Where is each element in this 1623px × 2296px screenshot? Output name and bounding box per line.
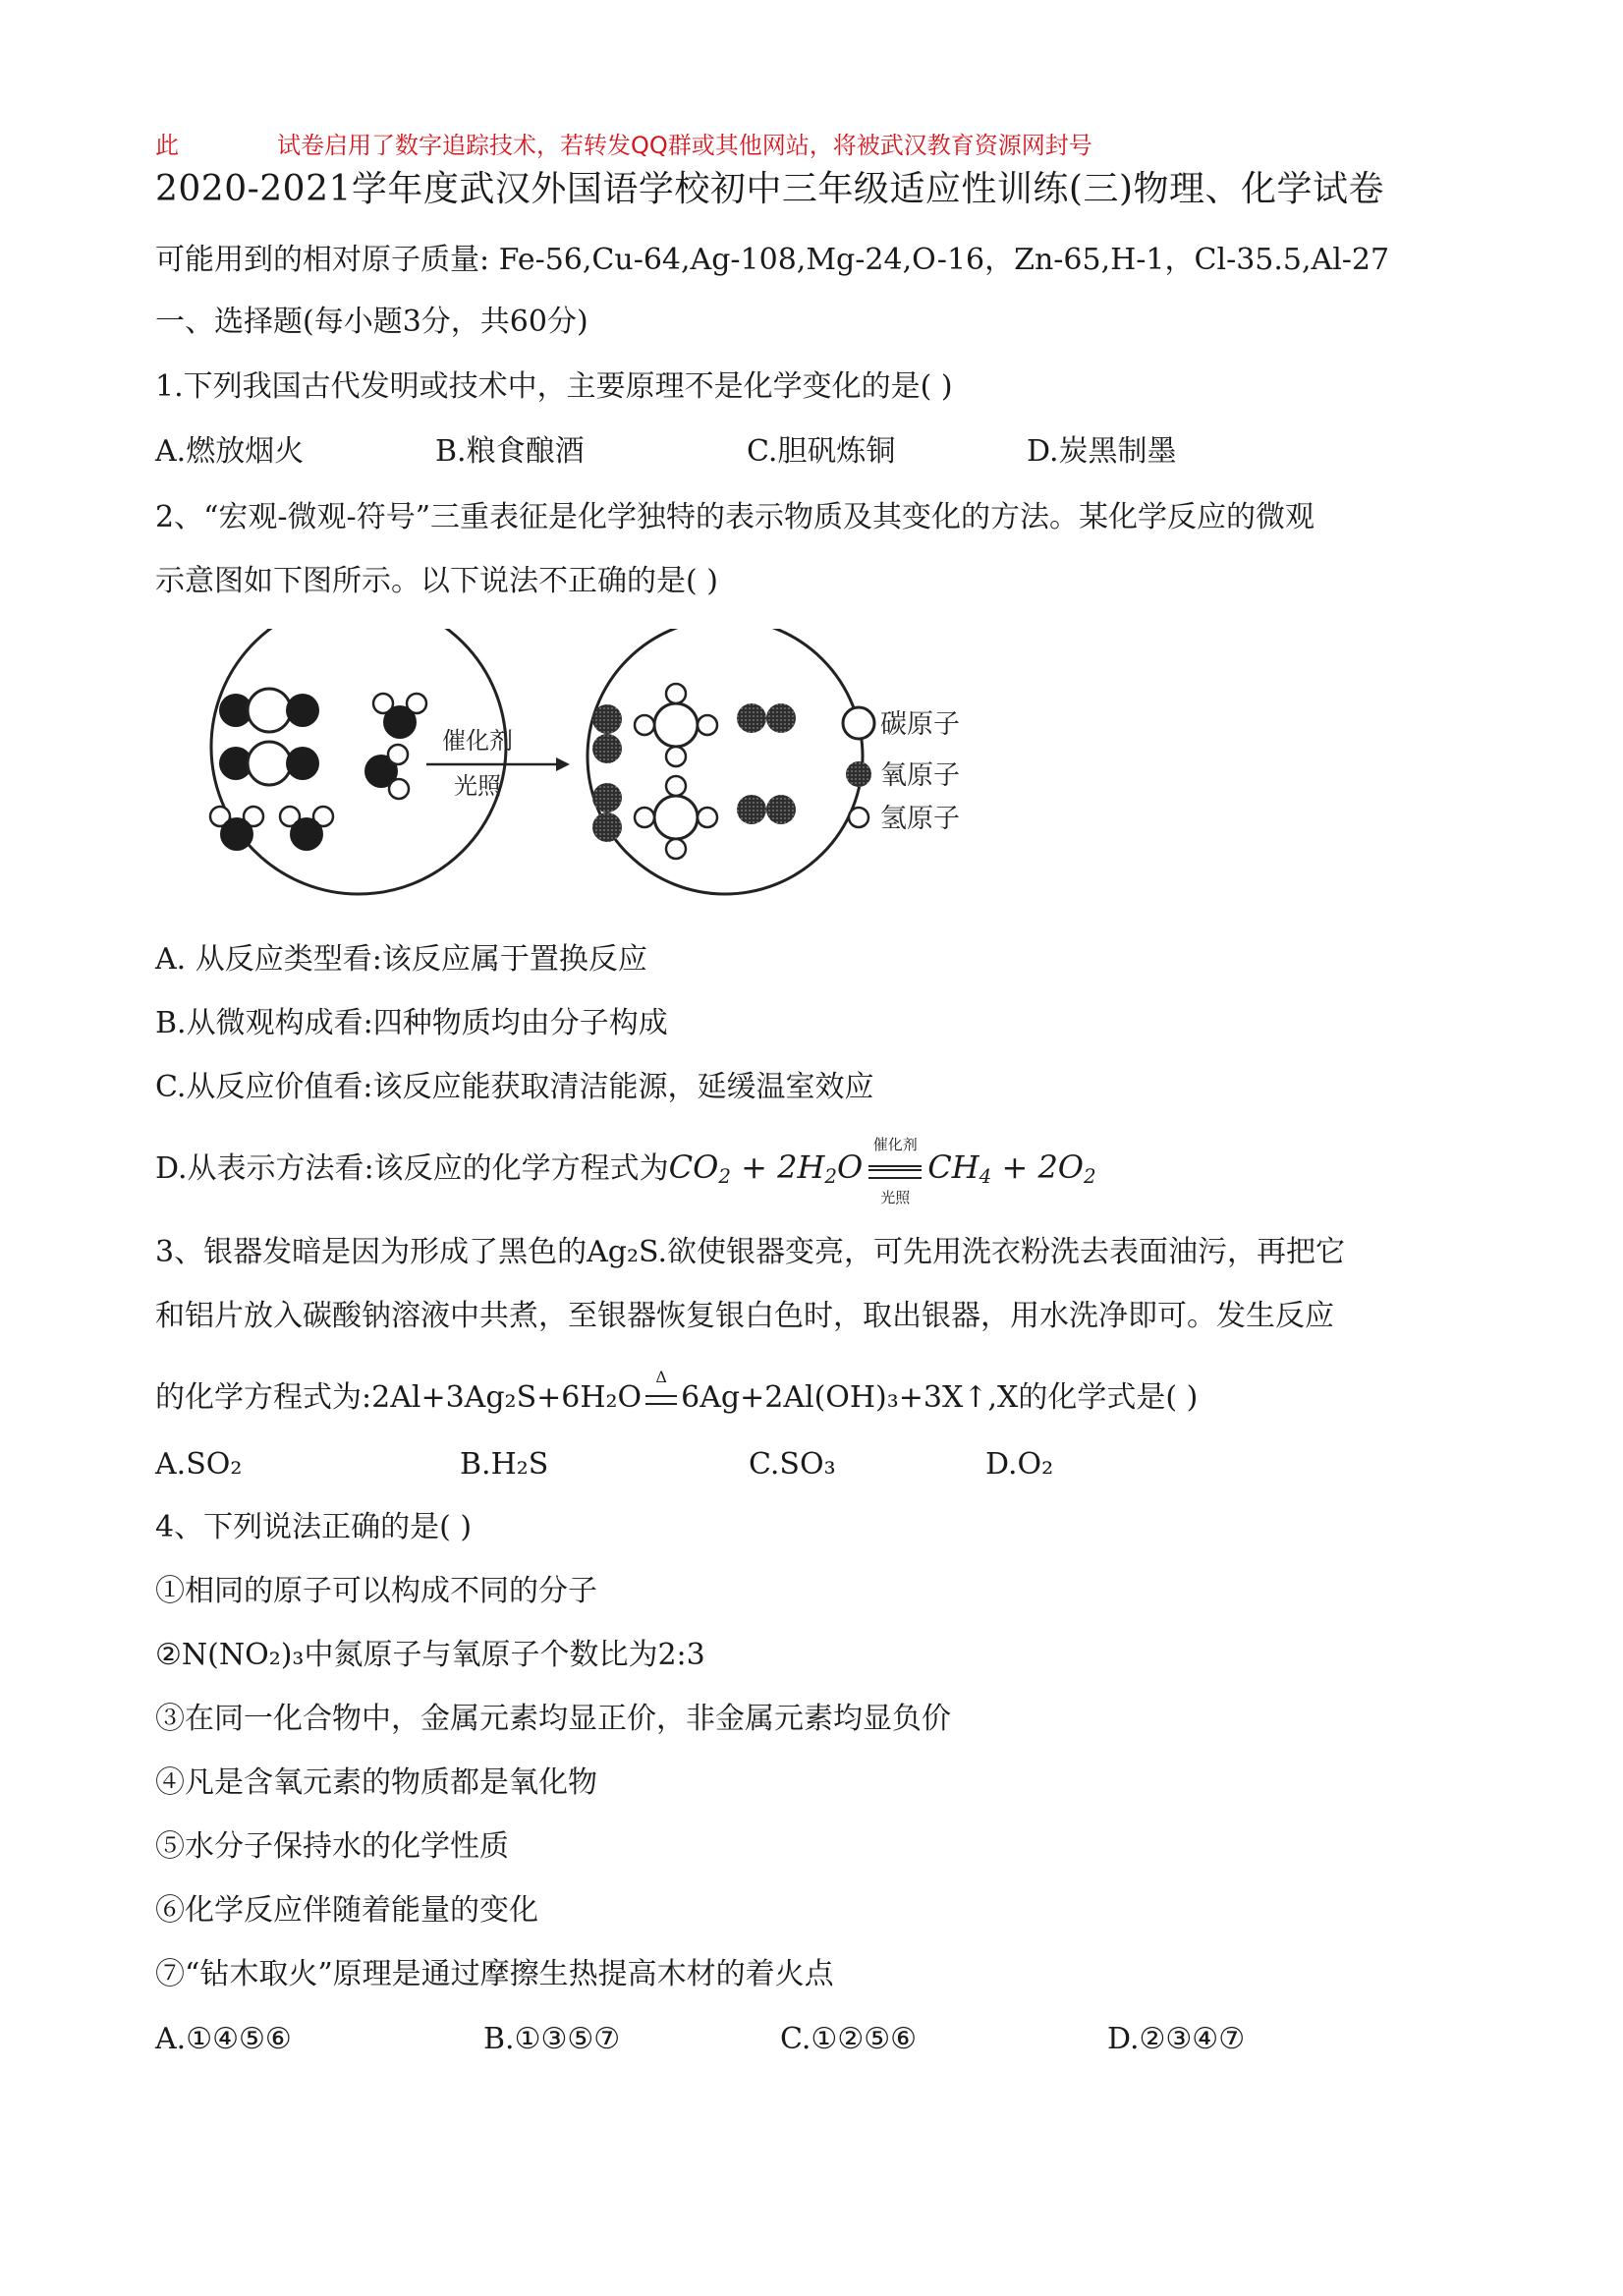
q4-option-b: B.①③⑤⑦ [483,2022,621,2056]
q3-option-a: A.SO₂ [155,1447,243,1482]
reaction-condition [865,1136,925,1206]
oxygen-molecule [592,783,622,842]
q2-option-c: C.从反应价值看:该反应能获取清洁能源，延缓温室效应 [155,1070,874,1104]
q1-option-c: C.胆矾炼铜 [747,434,896,469]
arrow-label-catalyst: 催化剂 [442,727,513,755]
question-2-stem-line2: 示意图如下图所示。以下说法不正确的是( ) [155,564,718,598]
question-3-stem-line2: 和铝片放入碳酸钠溶液中共煮，至银器恢复银白色时，取出银器，用水洗净即可。发生反应 [155,1299,1334,1333]
question-1-stem: 1.下列我国古代发明或技术中，主要原理不是化学变化的是( ) [155,369,953,404]
oxygen-molecule [592,704,622,763]
copyright-notice [155,126,1092,160]
q1-option-a: A.燃放烟火 [155,434,305,469]
methane-molecule [635,684,717,766]
question-3-stem-line1: 3、银器发暗是因为形成了黑色的Ag₂S.欲使银器变亮，可先用洗衣粉洗去表面油污，再把它 [155,1235,1345,1269]
carbon-atom-legend-icon [843,707,874,739]
water-molecule [280,807,333,851]
question-2-stem-line1: 2、“宏观-微观-符号”三重表征是化学独特的表示物质及其变化的方法。某化学反应的微观 [155,500,1315,534]
water-molecule [364,745,409,799]
q4-statement-5: ⑤水分子保持水的化学性质 [155,1829,509,1864]
legend-hydrogen: 氢原子 [880,804,960,834]
q4-statement-1: ①相同的原子可以构成不同的分子 [155,1574,597,1608]
chemical-equation: $CO_2 + 2H_2O$ [668,1148,864,1188]
legend-carbon: 碳原子 [880,709,960,740]
co2-molecule [219,742,319,785]
q4-option-d: D.②③④⑦ [1107,2022,1246,2056]
exam-title: 2020-2021学年度武汉外国语学校初中三年级适应性训练(三)物理、化学试卷 [155,169,1384,209]
q3-equation-right: 6Ag+2Al(OH)₃+3X↑,X的化学式是( ) [681,1380,1199,1415]
condition-catalyst: 催化剂 [872,1136,918,1153]
q1-option-d: D.炭黑制墨 [1027,434,1177,469]
oxygen-molecule [737,795,796,824]
reaction-microscopic-diagram [175,629,1020,914]
q1-option-b: B.粮食酿酒 [435,434,585,469]
q3-equation-left: 的化学方程式为:2Al+3Ag₂S+6H₂O [155,1380,643,1415]
q4-option-a: A.①④⑤⑥ [155,2022,292,2056]
products-circle [588,629,863,894]
q3-option-b: B.H₂S [460,1447,549,1482]
arrow-label-light: 光照 [454,772,501,800]
legend-oxygen: 氧原子 [880,760,960,791]
water-molecule [210,807,263,851]
q2-option-d-prefix: D.从表示方法看:该反应的化学方程式为 [155,1151,669,1186]
q4-option-c: C.①②⑤⑥ [780,2022,917,2056]
q4-statement-6: ⑥化学反应伴随着能量的变化 [155,1893,538,1928]
question-3-equation [155,1368,1199,1419]
water-molecule [373,694,426,739]
q4-statement-4: ④凡是含氧元素的物质都是氧化物 [155,1765,597,1800]
oxygen-molecule [737,703,796,733]
hydrogen-atom-legend-icon [849,808,868,827]
heat-symbol: Δ [655,1368,667,1386]
q4-statement-7: ⑦“钻木取火”原理是通过摩擦生热提高木材的着火点 [155,1957,834,1991]
q3-option-d: D.O₂ [985,1447,1054,1482]
notice-text: 试卷启用了数字追踪技术，若转发QQ群或其他网站，将被武汉教育资源网封号 [277,132,1092,159]
q4-statement-2: ②N(NO₂)₃中氮原子与氧原子个数比为2:3 [155,1638,705,1672]
condition-light: 光照 [880,1189,911,1206]
notice-prefix: 此 [155,132,179,159]
section-heading: 一、选择题(每小题3分，共60分) [155,305,588,339]
q4-statement-3: ③在同一化合物中，金属元素均显正价，非金属元素均显负价 [155,1702,951,1736]
atomic-masses: 可能用到的相对原子质量: Fe-56,Cu-64,Ag-108,Mg-24,O-16，Zn-65,H-1，Cl-35.5,Al-27 [155,243,1390,277]
q2-option-b: B.从微观构成看:四种物质均由分子构成 [155,1006,668,1040]
co2-molecule [219,689,319,732]
question-4-stem: 4、下列说法正确的是( ) [155,1510,473,1544]
q3-option-c: C.SO₃ [749,1447,836,1482]
oxygen-atom-legend-icon [846,761,871,787]
q2-option-a: A. 从反应类型看:该反应属于置换反应 [155,942,647,977]
q2-option-d: D.从表示方法看:该反应的化学方程式为$CO_2 + 2H_2O$ 催化剂 光照 $CH_4 + 2O_2$ [155,1136,1096,1206]
methane-molecule [635,776,717,859]
heating-condition [642,1368,681,1419]
